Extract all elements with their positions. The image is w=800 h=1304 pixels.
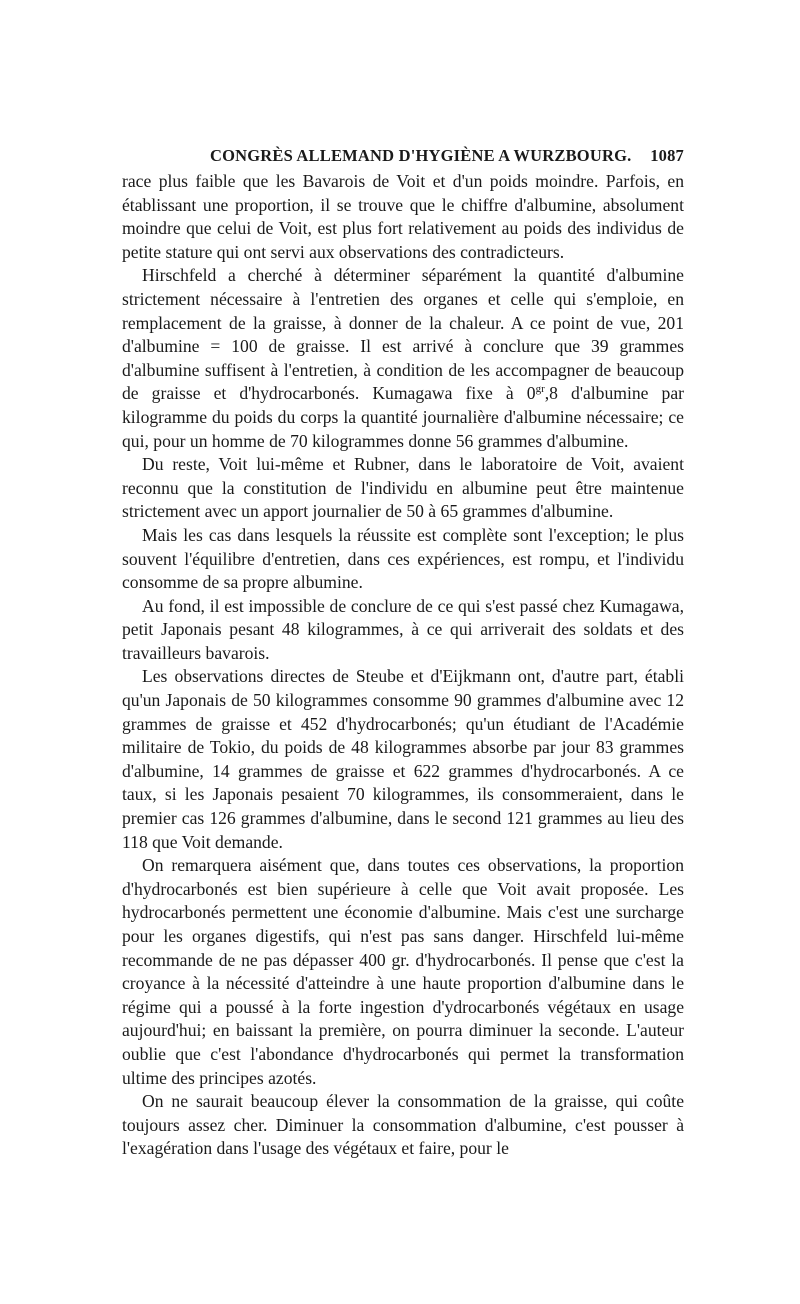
- body-text: [122, 170, 684, 1161]
- paragraph: [122, 264, 684, 453]
- paragraph: Mais les cas dans lesquels la réussite est complète sont l'exception; le plus souvent l'équilibre d'entretien, dans ces expériences, est rompu, et l'individu consomme de sa propre albumine.: [122, 524, 684, 593]
- paragraph-text: Hirschfeld a cherché à déterminer séparément la quantité d'albumine strictement nécessaire à l'entretien des organes et celle qui s'emploie, en remplacement de la graisse, à donner de la chaleur. A ce point de vue, 201 d'albumine = 100 de graisse. Il est arrivé à conclure que 39 grammes d'albumine suffisent à l'entretien, à condition de les accompagner de beaucoup de graisse et d'hydrocarbonés. Kumagawa fixe à: [122, 265, 684, 404]
- paragraph: On remarquera aisément que, dans toutes ces observations, la proportion d'hydrocarbonés est bien supérieure à celle que Voit avait proposée. Les hydrocarbonés permettent une économie d'albumine. Mais c'est une surcharge pour les organes digestifs, qui n'est pas sans danger. Hirschfeld lui-même recommande de ne pas dépasser 400 gr. d'hydrocarbonés. Il pense que c'est la croyance à la nécessité d'atteindre à une haute proportion d'albumine dans le régime qui a poussé à la forte ingestion d'ydrocarbonés végétaux en usage aujourd'hui; en baissant la première, on pourra diminuer la seconde. L'auteur oublie que c'est l'abondance d'hydrocarbonés qui permet la transformation ultime des principes azotés.: [122, 855, 684, 1088]
- running-header: [122, 140, 684, 170]
- paragraph: race plus faible que les Bavarois de Voit et d'un poids moindre. Parfois, en établissant une proportion, il se trouve que le chiffre d'albumine, absolument moindre que celui de Voit, est plus fort relativement au poids des individus de petite stature qui ont servi aux observations des contradicteurs.: [122, 171, 684, 262]
- unit-superscript: gr: [535, 383, 545, 396]
- paragraph: On ne saurait beaucoup élever la consommation de la graisse, qui coûte toujours assez cher. Diminuer la consommation d'albumine, c'est pousser à l'exagération dans l'usage des végétaux et faire, pour le: [122, 1091, 684, 1159]
- paragraph: Au fond, il est impossible de conclure de ce qui s'est passé chez Kumagawa, petit Japonais pesant 48 kilogrammes, à ce qui arriverait des soldats et des travailleurs bavarois.: [122, 595, 684, 663]
- running-title: CONGRÈS ALLEMAND D'HYGIÈNE A WURZBOURG.: [210, 146, 632, 165]
- page-number: 1087: [650, 146, 684, 165]
- paragraph: Les observations directes de Steube et d'Eijkmann ont, d'autre part, établi qu'un Japonais de 50 kilogrammes consomme 90 grammes d'albumine avec 12 grammes de graisse et 452 d'hydrocarbonés; qu'un étudiant de l'Académie militaire de Tokio, du poids de 48 kilogrammes absorbe par jour 83 grammes d'albumine, 14 grammes de graisse et 622 grammes d'hydrocarbonés. A ce taux, si les Japonais pesaient 70 kilogrammes, ils consommeraient, dans le premier cas 126 grammes d'albumine, dans le second 121 grammes au lieu des 118 que Voit demande.: [122, 666, 684, 852]
- book-page: [122, 140, 684, 1161]
- paragraph: Du reste, Voit lui-même et Rubner, dans le laboratoire de Voit, avaient reconnu que la constitution de l'individu en albumine peut être maintenue strictement avec un apport journalier de 50 à 65 grammes d'albumine.: [122, 454, 684, 522]
- paragraph-text: ,8 d'albumine par kilogramme du poids du corps la quantité journalière d'albumine nécessaire; ce qui, pour un homme de 70 kilogrammes donne 56 grammes d'albumine.: [122, 383, 684, 451]
- quantity-number: 0: [526, 383, 536, 404]
